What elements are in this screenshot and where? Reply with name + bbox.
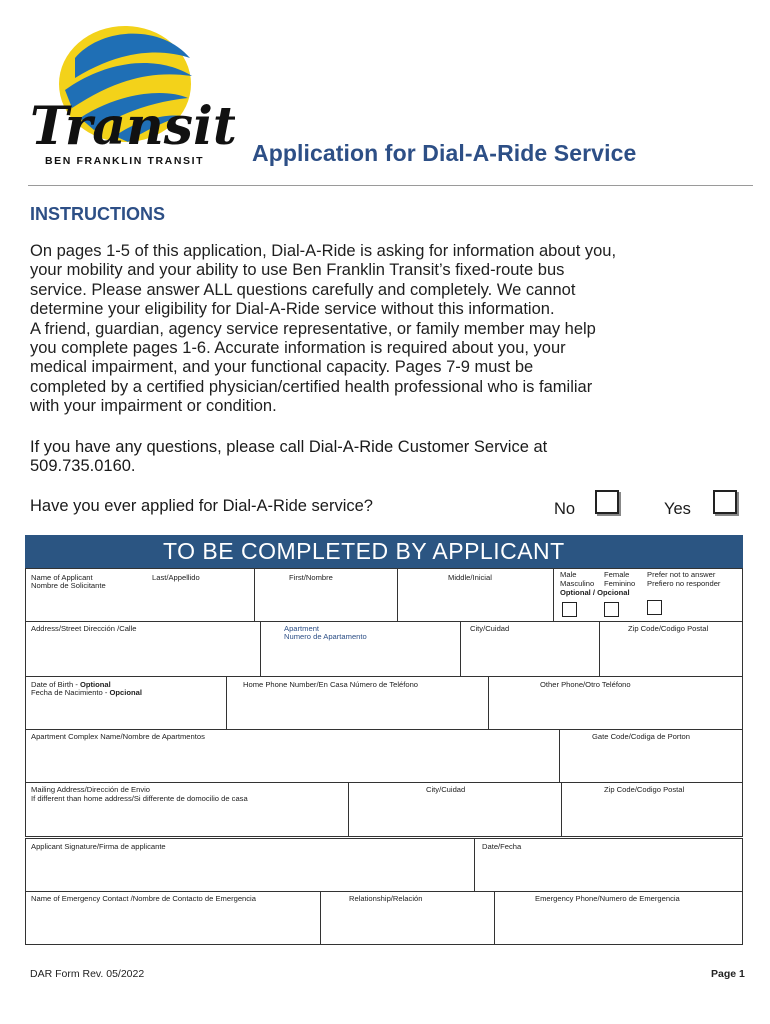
first-name-label: First/Nombre xyxy=(289,573,333,582)
applied-before-question: Have you ever applied for Dial-A-Ride service? xyxy=(30,497,373,515)
dob-label-en: Date of Birth - Optional xyxy=(31,680,111,689)
male-label-es: Masculino xyxy=(560,579,595,588)
apartment-complex-label: Apartment Complex Name/Nombre de Apartmentos xyxy=(31,732,205,741)
dob-label-es: Fecha de Nacimiento - Opcional xyxy=(31,688,143,697)
prefer-not-label-es: Prefiero no responder xyxy=(647,579,721,588)
male-label: Male xyxy=(560,570,577,579)
other-phone-label: Other Phone/Otro Teléfono xyxy=(540,680,631,689)
male-checkbox[interactable] xyxy=(562,602,577,617)
applicant-section-banner: TO BE COMPLETED BY APPLICANT xyxy=(25,535,743,568)
mailing-zip-label: Zip Code/Codigo Postal xyxy=(604,785,685,794)
instructions-heading: INSTRUCTIONS xyxy=(30,204,165,224)
last-name-label: Last/Appellido xyxy=(152,573,200,582)
page-title: Application for Dial-A-Ride Service xyxy=(252,140,637,166)
page-number: Page 1 xyxy=(711,968,745,980)
instructions-text: On pages 1-5 of this application, Dial-A-Ride is asking for information about you, your mobility and your ability to use Ben Franklin Transit’s fixed-route bus service. Please answer ALL questions carefully and completely. We cannot determine your eligibility for Dial-A-Ride service without this information. A friend, guardian, agency service representative, or family member may help you complete pages 1-6. Accurate information is required about you, your medical impairment, and your functional capacity. Pages 7-9 must be completed by a certified physician/certified health professional who is familiar with your impairment or condition. xyxy=(30,242,617,416)
emergency-phone-label: Emergency Phone/Numero de Emergencia xyxy=(535,894,680,903)
apartment-label: Apartment xyxy=(284,624,320,633)
applied-no-checkbox[interactable] xyxy=(595,490,619,514)
mailing-address-note: If different than home address/Si differente de domocilio de casa xyxy=(31,794,248,803)
name-label-en: Name of Applicant xyxy=(31,573,93,582)
contact-instructions: If you have any questions, please call Dial-A-Ride Customer Service at 509.735.0160. xyxy=(30,438,548,476)
female-label-es: Feminino xyxy=(604,579,636,588)
applied-yes-checkbox[interactable] xyxy=(713,490,737,514)
middle-initial-label: Middle/Inicial xyxy=(448,573,492,582)
mailing-address-label: Mailing Address/Dirección de Envio xyxy=(31,785,151,794)
female-label: Female xyxy=(604,570,630,579)
yes-label: Yes xyxy=(664,500,691,518)
street-address-label: Address/Street Dirección /Calle xyxy=(31,624,137,633)
gender-optional-note: Optional / Opcional xyxy=(560,588,630,597)
name-label-es: Nombre de Solicitante xyxy=(31,581,106,590)
female-checkbox[interactable] xyxy=(604,602,619,617)
no-label: No xyxy=(554,500,576,518)
ben-franklin-transit-logo xyxy=(20,18,235,168)
header-divider xyxy=(28,185,753,186)
svg-text:BEN FRANKLIN TRANSIT: BEN FRANKLIN TRANSIT xyxy=(45,155,205,167)
svg-text:Transit: Transit xyxy=(30,96,235,157)
form-revision: DAR Form Rev. 05/2022 xyxy=(30,968,145,980)
home-phone-label: Home Phone Number/En Casa Número de Teléfono xyxy=(243,680,419,689)
prefer-not-label: Prefer not to answer xyxy=(647,570,716,579)
prefer-not-checkbox[interactable] xyxy=(647,600,662,615)
signature-date-label: Date/Fecha xyxy=(482,842,522,851)
zip-code-label: Zip Code/Codigo Postal xyxy=(628,624,709,633)
applicant-signature-label: Applicant Signature/Firma de applicante xyxy=(31,842,166,851)
emergency-contact-label: Name of Emergency Contact /Nombre de Contacto de Emergencia xyxy=(31,894,256,903)
relationship-label: Relationship/Relación xyxy=(349,894,423,903)
mailing-city-label: City/Cuidad xyxy=(426,785,466,794)
apartment-label-es: Numero de Apartamento xyxy=(284,632,367,641)
city-label: City/Cuidad xyxy=(470,624,510,633)
gate-code-label: Gate Code/Codiga de Porton xyxy=(592,732,690,741)
